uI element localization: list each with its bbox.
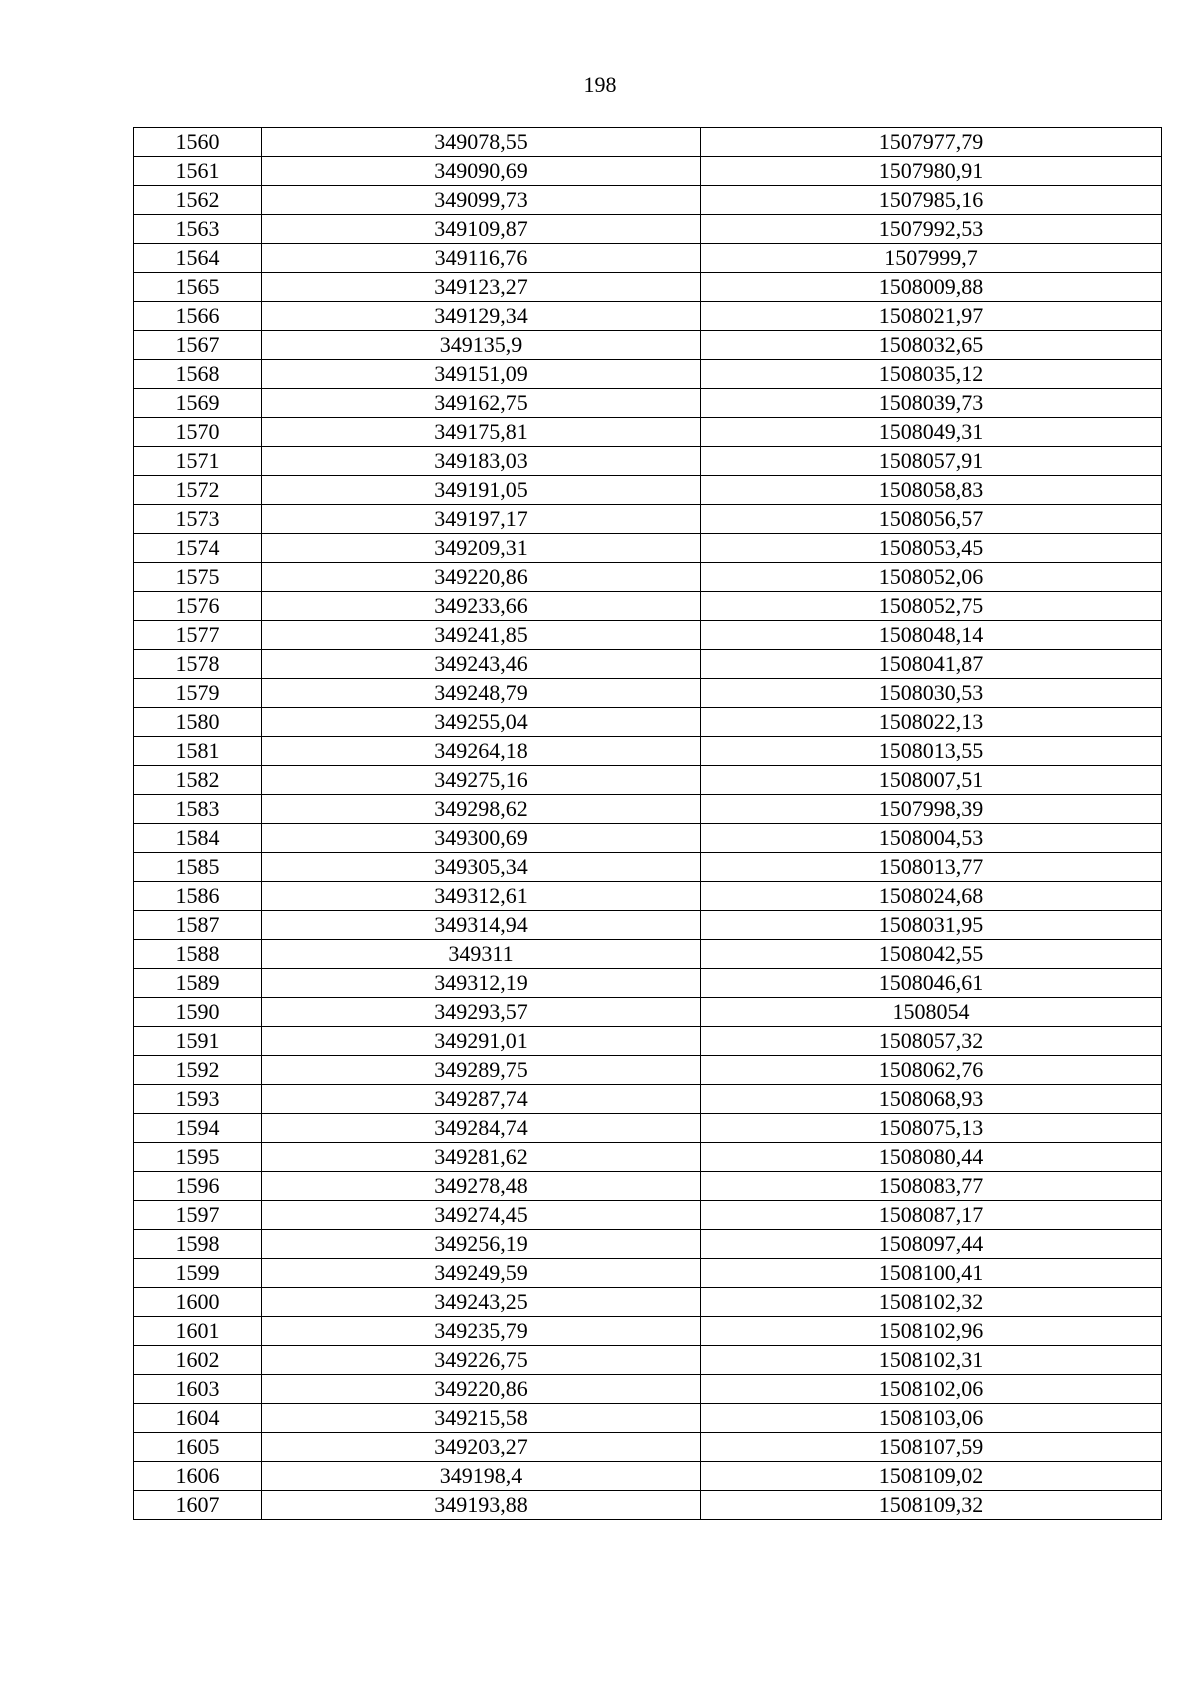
x-coordinate-cell: 349226,75	[262, 1346, 701, 1375]
point-number-cell: 1573	[134, 505, 262, 534]
point-number-cell: 1591	[134, 1027, 262, 1056]
y-coordinate-cell: 1508054	[701, 998, 1162, 1027]
y-coordinate-cell: 1508013,55	[701, 737, 1162, 766]
point-number-cell: 1568	[134, 360, 262, 389]
point-number-cell: 1604	[134, 1404, 262, 1433]
y-coordinate-cell: 1508035,12	[701, 360, 1162, 389]
y-coordinate-cell: 1508039,73	[701, 389, 1162, 418]
y-coordinate-cell: 1508075,13	[701, 1114, 1162, 1143]
point-number-cell: 1607	[134, 1491, 262, 1520]
y-coordinate-cell: 1508097,44	[701, 1230, 1162, 1259]
y-coordinate-cell: 1508102,96	[701, 1317, 1162, 1346]
table-row	[134, 302, 1162, 331]
x-coordinate-cell: 349284,74	[262, 1114, 701, 1143]
point-number-cell: 1575	[134, 563, 262, 592]
x-coordinate-cell: 349311	[262, 940, 701, 969]
y-coordinate-cell: 1508056,57	[701, 505, 1162, 534]
table-row	[134, 447, 1162, 476]
x-coordinate-cell: 349090,69	[262, 157, 701, 186]
table-row	[134, 1462, 1162, 1491]
x-coordinate-cell: 349314,94	[262, 911, 701, 940]
table-row	[134, 157, 1162, 186]
y-coordinate-cell: 1508022,13	[701, 708, 1162, 737]
x-coordinate-cell: 349135,9	[262, 331, 701, 360]
point-number-cell: 1587	[134, 911, 262, 940]
x-coordinate-cell: 349193,88	[262, 1491, 701, 1520]
x-coordinate-cell: 349249,59	[262, 1259, 701, 1288]
y-coordinate-cell: 1508057,91	[701, 447, 1162, 476]
table-row	[134, 1259, 1162, 1288]
x-coordinate-cell: 349255,04	[262, 708, 701, 737]
table-row	[134, 650, 1162, 679]
point-number-cell: 1590	[134, 998, 262, 1027]
y-coordinate-cell: 1508100,41	[701, 1259, 1162, 1288]
point-number-cell: 1577	[134, 621, 262, 650]
table-row	[134, 1404, 1162, 1433]
x-coordinate-cell: 349278,48	[262, 1172, 701, 1201]
y-coordinate-cell: 1507980,91	[701, 157, 1162, 186]
x-coordinate-cell: 349264,18	[262, 737, 701, 766]
table-row	[134, 563, 1162, 592]
point-number-cell: 1588	[134, 940, 262, 969]
point-number-cell: 1602	[134, 1346, 262, 1375]
point-number-cell: 1600	[134, 1288, 262, 1317]
y-coordinate-cell: 1508102,32	[701, 1288, 1162, 1317]
x-coordinate-cell: 349209,31	[262, 534, 701, 563]
y-coordinate-cell: 1508103,06	[701, 1404, 1162, 1433]
x-coordinate-cell: 349291,01	[262, 1027, 701, 1056]
x-coordinate-cell: 349197,17	[262, 505, 701, 534]
table-row	[134, 911, 1162, 940]
point-number-cell: 1592	[134, 1056, 262, 1085]
table-row	[134, 882, 1162, 911]
point-number-cell: 1594	[134, 1114, 262, 1143]
table-row	[134, 1491, 1162, 1520]
table-row	[134, 795, 1162, 824]
x-coordinate-cell: 349293,57	[262, 998, 701, 1027]
table-row	[134, 853, 1162, 882]
table-row	[134, 476, 1162, 505]
point-number-cell: 1582	[134, 766, 262, 795]
y-coordinate-cell: 1508021,97	[701, 302, 1162, 331]
table-row	[134, 505, 1162, 534]
point-number-cell: 1576	[134, 592, 262, 621]
point-number-cell: 1601	[134, 1317, 262, 1346]
y-coordinate-cell: 1508046,61	[701, 969, 1162, 998]
point-number-cell: 1605	[134, 1433, 262, 1462]
point-number-cell: 1566	[134, 302, 262, 331]
point-number-cell: 1563	[134, 215, 262, 244]
point-number-cell: 1570	[134, 418, 262, 447]
table-row	[134, 1085, 1162, 1114]
x-coordinate-cell: 349248,79	[262, 679, 701, 708]
table-row	[134, 1201, 1162, 1230]
x-coordinate-cell: 349078,55	[262, 128, 701, 157]
coordinates-table	[133, 127, 1162, 1520]
table-row	[134, 679, 1162, 708]
point-number-cell: 1597	[134, 1201, 262, 1230]
x-coordinate-cell: 349305,34	[262, 853, 701, 882]
y-coordinate-cell: 1508004,53	[701, 824, 1162, 853]
point-number-cell: 1562	[134, 186, 262, 215]
x-coordinate-cell: 349099,73	[262, 186, 701, 215]
x-coordinate-cell: 349116,76	[262, 244, 701, 273]
x-coordinate-cell: 349129,34	[262, 302, 701, 331]
table-row	[134, 1114, 1162, 1143]
y-coordinate-cell: 1507992,53	[701, 215, 1162, 244]
x-coordinate-cell: 349287,74	[262, 1085, 701, 1114]
table-row	[134, 1143, 1162, 1172]
y-coordinate-cell: 1508053,45	[701, 534, 1162, 563]
y-coordinate-cell: 1508109,32	[701, 1491, 1162, 1520]
point-number-cell: 1593	[134, 1085, 262, 1114]
x-coordinate-cell: 349243,25	[262, 1288, 701, 1317]
y-coordinate-cell: 1508013,77	[701, 853, 1162, 882]
table-row	[134, 1288, 1162, 1317]
x-coordinate-cell: 349298,62	[262, 795, 701, 824]
y-coordinate-cell: 1508032,65	[701, 331, 1162, 360]
y-coordinate-cell: 1508057,32	[701, 1027, 1162, 1056]
y-coordinate-cell: 1508083,77	[701, 1172, 1162, 1201]
y-coordinate-cell: 1508041,87	[701, 650, 1162, 679]
y-coordinate-cell: 1508024,68	[701, 882, 1162, 911]
point-number-cell: 1589	[134, 969, 262, 998]
y-coordinate-cell: 1508048,14	[701, 621, 1162, 650]
y-coordinate-cell: 1507999,7	[701, 244, 1162, 273]
page-number: 198	[583, 72, 617, 97]
point-number-cell: 1583	[134, 795, 262, 824]
y-coordinate-cell: 1507998,39	[701, 795, 1162, 824]
table-row	[134, 273, 1162, 302]
x-coordinate-cell: 349289,75	[262, 1056, 701, 1085]
table-row	[134, 1317, 1162, 1346]
table-row	[134, 244, 1162, 273]
table-row	[134, 534, 1162, 563]
point-number-cell: 1578	[134, 650, 262, 679]
point-number-cell: 1567	[134, 331, 262, 360]
x-coordinate-cell: 349235,79	[262, 1317, 701, 1346]
x-coordinate-cell: 349274,45	[262, 1201, 701, 1230]
point-number-cell: 1579	[134, 679, 262, 708]
table-row	[134, 1027, 1162, 1056]
y-coordinate-cell: 1508031,95	[701, 911, 1162, 940]
x-coordinate-cell: 349220,86	[262, 1375, 701, 1404]
y-coordinate-cell: 1508068,93	[701, 1085, 1162, 1114]
x-coordinate-cell: 349233,66	[262, 592, 701, 621]
x-coordinate-cell: 349109,87	[262, 215, 701, 244]
point-number-cell: 1560	[134, 128, 262, 157]
x-coordinate-cell: 349191,05	[262, 476, 701, 505]
table-row	[134, 186, 1162, 215]
x-coordinate-cell: 349243,46	[262, 650, 701, 679]
table-row	[134, 215, 1162, 244]
table-row	[134, 1230, 1162, 1259]
y-coordinate-cell: 1508062,76	[701, 1056, 1162, 1085]
point-number-cell: 1598	[134, 1230, 262, 1259]
y-coordinate-cell: 1508058,83	[701, 476, 1162, 505]
x-coordinate-cell: 349300,69	[262, 824, 701, 853]
x-coordinate-cell: 349183,03	[262, 447, 701, 476]
x-coordinate-cell: 349198,4	[262, 1462, 701, 1491]
x-coordinate-cell: 349162,75	[262, 389, 701, 418]
table-row	[134, 1056, 1162, 1085]
x-coordinate-cell: 349312,19	[262, 969, 701, 998]
table-row	[134, 940, 1162, 969]
y-coordinate-cell: 1508102,06	[701, 1375, 1162, 1404]
point-number-cell: 1584	[134, 824, 262, 853]
point-number-cell: 1595	[134, 1143, 262, 1172]
table-row	[134, 766, 1162, 795]
x-coordinate-cell: 349175,81	[262, 418, 701, 447]
y-coordinate-cell: 1508087,17	[701, 1201, 1162, 1230]
table-row	[134, 1375, 1162, 1404]
y-coordinate-cell: 1508102,31	[701, 1346, 1162, 1375]
y-coordinate-cell: 1508009,88	[701, 273, 1162, 302]
table-row	[134, 360, 1162, 389]
table-row	[134, 592, 1162, 621]
point-number-cell: 1596	[134, 1172, 262, 1201]
point-number-cell: 1571	[134, 447, 262, 476]
point-number-cell: 1599	[134, 1259, 262, 1288]
y-coordinate-cell: 1507985,16	[701, 186, 1162, 215]
point-number-cell: 1572	[134, 476, 262, 505]
y-coordinate-cell: 1508007,51	[701, 766, 1162, 795]
x-coordinate-cell: 349220,86	[262, 563, 701, 592]
y-coordinate-cell: 1508042,55	[701, 940, 1162, 969]
x-coordinate-cell: 349281,62	[262, 1143, 701, 1172]
table-row	[134, 969, 1162, 998]
table-row	[134, 128, 1162, 157]
table-row	[134, 1433, 1162, 1462]
point-number-cell: 1586	[134, 882, 262, 911]
y-coordinate-cell: 1508049,31	[701, 418, 1162, 447]
point-number-cell: 1564	[134, 244, 262, 273]
x-coordinate-cell: 349241,85	[262, 621, 701, 650]
table-row	[134, 389, 1162, 418]
point-number-cell: 1581	[134, 737, 262, 766]
table-row	[134, 1346, 1162, 1375]
point-number-cell: 1569	[134, 389, 262, 418]
y-coordinate-cell: 1508080,44	[701, 1143, 1162, 1172]
point-number-cell: 1606	[134, 1462, 262, 1491]
x-coordinate-cell: 349123,27	[262, 273, 701, 302]
table-row	[134, 621, 1162, 650]
table-row	[134, 737, 1162, 766]
y-coordinate-cell: 1508109,02	[701, 1462, 1162, 1491]
x-coordinate-cell: 349151,09	[262, 360, 701, 389]
x-coordinate-cell: 349275,16	[262, 766, 701, 795]
table-row	[134, 998, 1162, 1027]
y-coordinate-cell: 1508052,75	[701, 592, 1162, 621]
x-coordinate-cell: 349215,58	[262, 1404, 701, 1433]
x-coordinate-cell: 349203,27	[262, 1433, 701, 1462]
y-coordinate-cell: 1508052,06	[701, 563, 1162, 592]
point-number-cell: 1603	[134, 1375, 262, 1404]
coordinates-table-body	[134, 128, 1162, 1520]
table-row	[134, 1172, 1162, 1201]
table-row	[134, 331, 1162, 360]
table-row	[134, 824, 1162, 853]
y-coordinate-cell: 1508030,53	[701, 679, 1162, 708]
y-coordinate-cell: 1508107,59	[701, 1433, 1162, 1462]
point-number-cell: 1561	[134, 157, 262, 186]
point-number-cell: 1565	[134, 273, 262, 302]
point-number-cell: 1574	[134, 534, 262, 563]
table-row	[134, 418, 1162, 447]
y-coordinate-cell: 1507977,79	[701, 128, 1162, 157]
point-number-cell: 1585	[134, 853, 262, 882]
point-number-cell: 1580	[134, 708, 262, 737]
x-coordinate-cell: 349256,19	[262, 1230, 701, 1259]
x-coordinate-cell: 349312,61	[262, 882, 701, 911]
table-row	[134, 708, 1162, 737]
